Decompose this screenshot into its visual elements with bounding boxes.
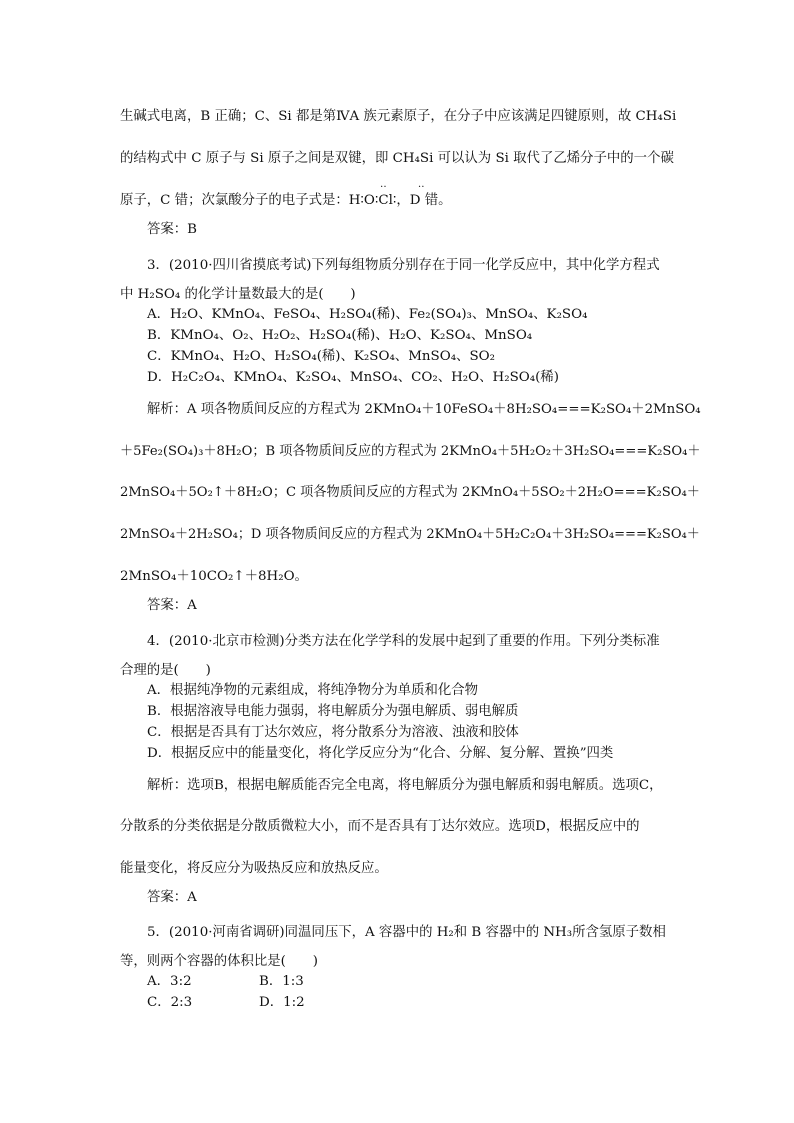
q5-option-a: A．3:2 — [147, 974, 192, 989]
q3-answer: 答案：A — [147, 598, 197, 613]
q3-option-d: D．H₂C₂O₄、KMnO₄、K₂SO₄、MnSO₄、CO₂、H₂O、H₂SO₄(稀) — [147, 370, 559, 385]
q4-analysis-line-3: 能量变化，将反应分为吸热反应和放热反应。 — [120, 861, 388, 876]
q3-stem-line-1: 3．(2010·四川省摸底考试)下列每组物质分别存在于同一化学反应中，其中化学方程式 — [147, 258, 660, 273]
q3-analysis-line-3: 2MnSO₄＋5O₂↑＋8H₂O；C 项各物质间反应的方程式为 2KMnO₄＋5SO₂＋2H₂O===K₂SO₄＋ — [120, 485, 700, 500]
q3-option-b: B．KMnO₄、O₂、H₂O₂、H₂SO₄(稀)、H₂O、K₂SO₄、MnSO₄ — [147, 328, 533, 343]
q4-stem-line-1: 4．(2010·北京市检测)分类方法在化学学科的发展中起到了重要的作用。下列分类标准 — [147, 634, 660, 649]
q5-option-d: D．1:2 — [259, 995, 305, 1010]
q2-analysis-line-1: 生碱式电离，B 正确；C、Si 都是第ⅣA 族元素原子，在分子中应该满足四键原则，故 CH₄Si — [120, 109, 677, 124]
q4-option-b: B．根据溶液导电能力强弱，将电解质分为强电解质、弱电解质 — [147, 704, 519, 719]
q4-option-a: A．根据纯净物的元素组成，将纯净物分为单质和化合物 — [147, 683, 479, 698]
q5-stem-line-2: 等，则两个容器的体积比是( ) — [120, 954, 318, 969]
q4-analysis-line-2: 分散系的分类依据是分散质微粒大小，而不是否具有丁达尔效应。选项D，根据反应中的 — [120, 819, 640, 834]
q2-answer: 答案：B — [147, 222, 198, 237]
q2-analysis-line-2: 的结构式中 C 原子与 Si 原子之间是双键，即 CH₄Si 可以认为 Si 取代了乙烯分子中的一个碳 — [120, 151, 674, 166]
q3-analysis-line-4: 2MnSO₄＋2H₂SO₄；D 项各物质间反应的方程式为 2KMnO₄＋5H₂C₂O₄＋3H₂SO₄===K₂SO₄＋ — [120, 527, 700, 542]
q4-stem-line-2: 合理的是( ) — [120, 663, 211, 678]
q3-analysis-line-2: ＋5Fe₂(SO₄)₃＋8H₂O；B 项各物质间反应的方程式为 2KMnO₄＋5H₂O₂＋3H₂SO₄===K₂SO₄＋ — [120, 444, 701, 459]
q3-option-c: C．KMnO₄、H₂O、H₂SO₄(稀)、K₂SO₄、MnSO₄、SO₂ — [147, 349, 495, 364]
q2-analysis-line-3: 原子，C 错；次氯酸分子的电子式是：H∶O∶Cl∶，D 错。 — [120, 193, 452, 208]
electron-dots: ‥ ‥ — [380, 179, 439, 190]
q5-stem-line-1: 5．(2010·河南省调研)同温同压下，A 容器中的 H₂和 B 容器中的 NH₃所含氢原子数相 — [147, 925, 666, 940]
q3-analysis-line-1: 解析：A 项各物质间反应的方程式为 2KMnO₄＋10FeSO₄＋8H₂SO₄===K₂SO₄＋2MnSO₄ — [147, 402, 701, 417]
q3-option-a: A．H₂O、KMnO₄、FeSO₄、H₂SO₄(稀)、Fe₂(SO₄)₃、MnSO₄、K₂SO₄ — [147, 307, 588, 322]
q4-option-c: C．根据是否具有丁达尔效应，将分散系分为溶液、浊液和胶体 — [147, 725, 519, 740]
q5-option-b: B．1:3 — [259, 974, 304, 989]
q3-stem-line-2: 中 H₂SO₄ 的化学计量数最大的是( ) — [120, 287, 356, 302]
q4-option-d: D．根据反应中的能量变化，将化学反应分为“化合、分解、复分解、置换”四类 — [147, 746, 614, 761]
q3-analysis-line-5: 2MnSO₄＋10CO₂↑＋8H₂O。 — [120, 569, 308, 584]
q4-answer: 答案：A — [147, 890, 197, 905]
q4-analysis-line-1: 解析：选项B，根据电解质能否完全电离，将电解质分为强电解质和弱电解质。选项C， — [147, 778, 663, 793]
q5-option-c: C．2:3 — [147, 995, 193, 1010]
